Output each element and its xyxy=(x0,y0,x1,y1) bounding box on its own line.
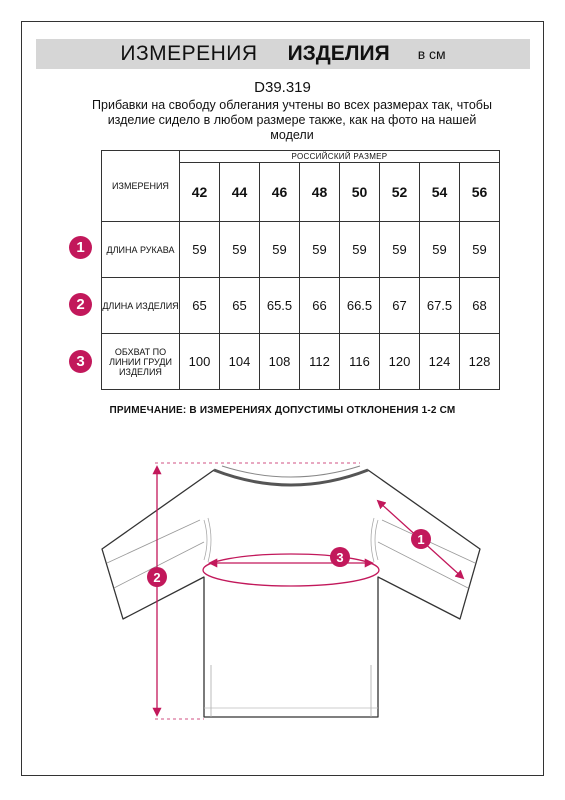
fit-note: Прибавки на свободу облегания учтены во всех размерах так, чтобы изделие сидело в любом размере также, как на фото на нашей модели xyxy=(92,98,492,142)
size-cell: 50 xyxy=(340,163,380,222)
marker-sleeve-label: 1 xyxy=(417,532,425,547)
russian-size-header: РОССИЙСКИЙ РАЗМЕР xyxy=(180,151,500,163)
size-cell: 56 xyxy=(460,163,500,222)
size-cell: 42 xyxy=(180,163,220,222)
value-cell: 124 xyxy=(420,334,460,390)
title-measurements: ИЗМЕРЕНИЯ xyxy=(120,42,258,65)
marker-sleeve xyxy=(411,529,431,549)
size-cell: 54 xyxy=(420,163,460,222)
value-cell: 112 xyxy=(300,334,340,390)
value-cell: 59 xyxy=(460,222,500,278)
row-number-badge: 2 xyxy=(69,293,92,316)
row-label: ОБХВАТ ПО ЛИНИИ ГРУДИ ИЗДЕЛИЯ xyxy=(102,334,180,390)
measurements-header: ИЗМЕРЕНИЯ xyxy=(102,151,180,222)
tshirt-outline xyxy=(102,470,480,717)
size-cell: 48 xyxy=(300,163,340,222)
title-garment: ИЗДЕЛИЯ xyxy=(287,42,390,65)
value-cell: 67.5 xyxy=(420,278,460,334)
value-cell: 59 xyxy=(380,222,420,278)
value-cell: 59 xyxy=(260,222,300,278)
value-cell: 120 xyxy=(380,334,420,390)
marker-chest xyxy=(330,547,350,567)
value-cell: 108 xyxy=(260,334,300,390)
row-number-badge: 3 xyxy=(69,350,92,373)
value-cell: 66 xyxy=(300,278,340,334)
value-cell: 100 xyxy=(180,334,220,390)
neckline-inner xyxy=(222,466,360,477)
row-label: ДЛИНА РУКАВА xyxy=(102,222,180,278)
value-cell: 65 xyxy=(220,278,260,334)
value-cell: 67 xyxy=(380,278,420,334)
value-cell: 65.5 xyxy=(260,278,300,334)
marker-length xyxy=(147,567,167,587)
value-cell: 59 xyxy=(220,222,260,278)
value-cell: 59 xyxy=(300,222,340,278)
value-cell: 59 xyxy=(420,222,460,278)
row-number-badge: 1 xyxy=(69,236,92,259)
article-number: D39.319 xyxy=(254,79,311,96)
value-cell: 68 xyxy=(460,278,500,334)
marker-length-label: 2 xyxy=(153,570,161,585)
value-cell: 59 xyxy=(340,222,380,278)
tolerance-remark: ПРИМЕЧАНИЕ: В ИЗМЕРЕНИЯХ ДОПУСТИМЫ ОТКЛОНЕНИЯ 1-2 СМ xyxy=(109,405,456,416)
value-cell: 59 xyxy=(180,222,220,278)
value-cell: 104 xyxy=(220,334,260,390)
size-cell: 46 xyxy=(260,163,300,222)
marker-chest-label: 3 xyxy=(336,550,344,565)
value-cell: 128 xyxy=(460,334,500,390)
value-cell: 116 xyxy=(340,334,380,390)
row-label: ДЛИНА ИЗДЕЛИЯ xyxy=(102,278,180,334)
title-units: в см xyxy=(417,46,446,62)
size-cell: 44 xyxy=(220,163,260,222)
value-cell: 66.5 xyxy=(340,278,380,334)
size-cell: 52 xyxy=(380,163,420,222)
value-cell: 65 xyxy=(180,278,220,334)
